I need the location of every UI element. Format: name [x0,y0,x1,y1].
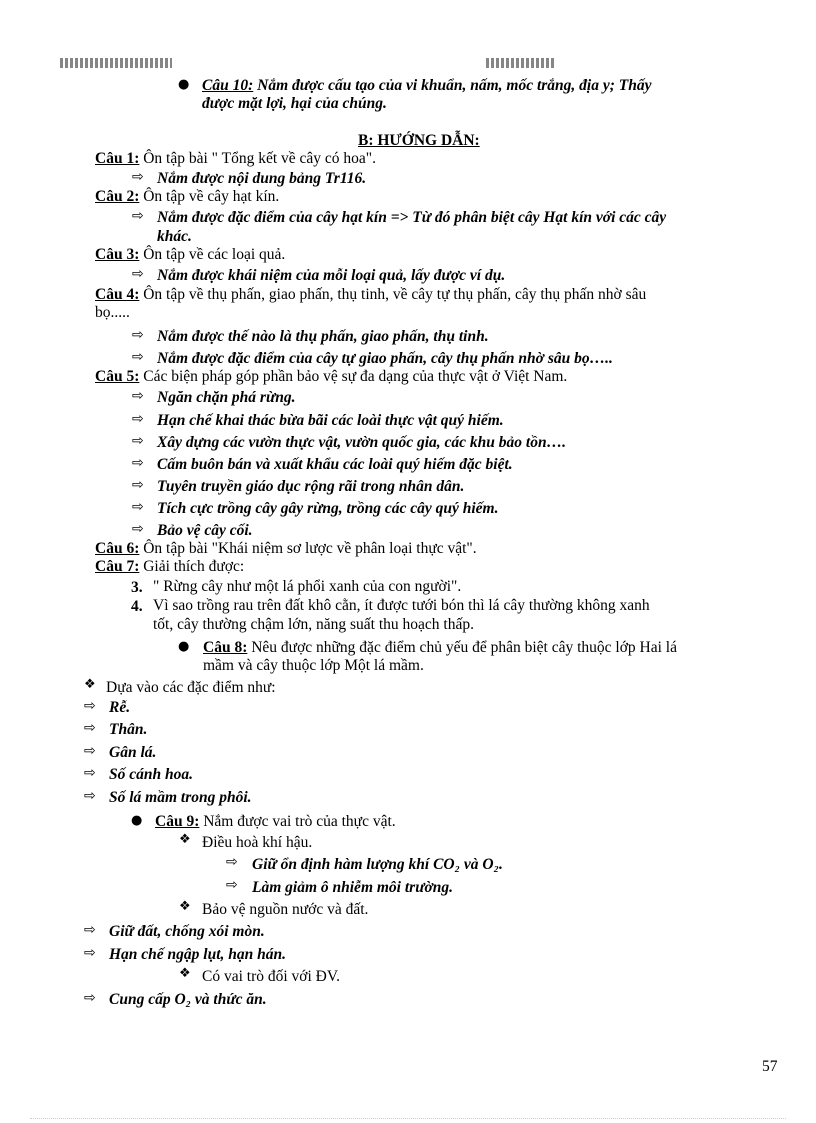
q6-line [95,540,477,558]
arrow-right-icon: ⇨ [132,266,144,282]
arrow-right-icon: ⇨ [132,327,144,343]
q7-number-3: 3. [131,579,143,596]
q9-climate-item-2: Làm giảm ô nhiễm môi trường. [252,879,454,896]
q2-sub-2: khác. [157,228,192,245]
arrow-right-icon: ⇨ [84,765,96,781]
q9-protect-item-2: Hạn chế ngập lụt, hạn hán. [109,946,287,963]
arrow-right-icon: ⇨ [132,208,144,224]
footer-divider [30,1118,786,1119]
q5-sub-5: Tuyên truyền giáo dục rộng rãi trong nhân dân. [157,478,465,495]
header-artifact-left [60,58,172,68]
q9-protect: Bảo vệ nguồn nước và đất. [202,901,369,918]
bullet-icon: ● [131,813,143,828]
q8-item-2: Thân. [109,721,148,738]
q5-sub-1: Ngăn chặn phá rừng. [157,389,296,406]
q8-line-2: mầm và cây thuộc lớp Một lá mầm. [203,657,424,674]
arrow-right-icon: ⇨ [132,388,144,404]
q5-sub-7: Bảo vệ cây cối. [157,522,253,539]
q3-text: Ôn tập về các loại quả. [139,246,286,263]
q5-label: Câu 5: [95,368,140,385]
bullet-icon: ● [178,77,190,92]
q9-animals-item-1: Cung cấp O₂ và thức ăn. [109,991,267,1008]
q1-text: Ôn tập bài " Tổng kết về cây có hoa". [139,150,376,167]
q10-line-1 [202,77,651,95]
diamond-bullet-icon: ❖ [179,832,191,847]
arrow-right-icon: ⇨ [132,411,144,427]
q10-line-2: được mặt lợi, hại của chúng. [202,95,387,112]
q8-item-1: Rễ. [109,699,131,716]
q8-line-1 [203,639,677,657]
q9-animals: Có vai trò đối với ĐV. [202,968,340,985]
section-heading: B: HƯỚNG DẪN: [358,132,480,149]
q4-line-1 [95,286,646,304]
arrow-right-icon: ⇨ [132,169,144,185]
diamond-bullet-icon: ❖ [84,677,96,692]
q4-label: Câu 4: [95,286,140,303]
q9-text: Nắm được vai trò của thực vật. [199,813,396,830]
arrow-right-icon: ⇨ [132,433,144,449]
arrow-right-icon: ⇨ [226,877,238,893]
q9-climate-item-1: Giữ ổn định hàm lượng khí CO₂ và O₂. [252,856,503,873]
q6-text: Ôn tập bài "Khái niệm sơ lược về phân loại thực vật". [139,540,477,557]
bullet-icon: ● [178,639,190,654]
q10-text-1: Nắm được cấu tạo của vi khuẩn, nấm, mốc trắng, địa y; Thấy [253,77,652,94]
q3-line [95,246,285,264]
header-artifact-right [486,58,556,68]
page-number: 57 [762,1058,778,1075]
q4-sub-1: Nắm được thế nào là thụ phấn, giao phấn, thụ tinh. [157,328,489,345]
q9-line [155,813,396,831]
q5-line [95,368,567,386]
arrow-right-icon: ⇨ [132,349,144,365]
q7-line [95,558,244,576]
q8-intro: Dựa vào các đặc điểm như: [106,679,276,696]
arrow-right-icon: ⇨ [84,698,96,714]
q5-sub-4: Cấm buôn bán và xuất khẩu các loài quý hiếm đặc biệt. [157,456,513,473]
q7-item-4-line-1: Vì sao trồng rau trên đất khô cằn, ít được tưới bón thì lá cây thường không xanh [153,597,650,614]
q1-label: Câu 1: [95,150,140,167]
q1-line [95,150,376,168]
q9-climate: Điều hoà khí hậu. [202,834,313,851]
q7-item-4-line-2: tốt, cây thường chậm lớn, năng suất thu hoạch thấp. [153,616,474,633]
q2-line [95,188,279,206]
arrow-right-icon: ⇨ [132,521,144,537]
arrow-right-icon: ⇨ [132,455,144,471]
arrow-right-icon: ⇨ [84,945,96,961]
q3-sub: Nắm được khái niệm của mỗi loại quả, lấy được ví dụ. [157,267,506,284]
q5-sub-6: Tích cực trồng cây gây rừng, trồng các cây quý hiếm. [157,500,499,517]
arrow-right-icon: ⇨ [84,743,96,759]
q8-item-5: Số lá mầm trong phôi. [109,789,252,806]
arrow-right-icon: ⇨ [132,499,144,515]
q6-label: Câu 6: [95,540,140,557]
arrow-right-icon: ⇨ [84,990,96,1006]
q5-sub-2: Hạn chế khai thác bừa bãi các loài thực vật quý hiếm. [157,412,504,429]
q2-text: Ôn tập về cây hạt kín. [139,188,280,205]
q2-label: Câu 2: [95,188,140,205]
q9-protect-item-1: Giữ đất, chống xói mòn. [109,923,265,940]
q4-sub-2: Nắm được đặc điểm của cây tự giao phấn, cây thụ phấn nhờ sâu bọ….. [157,350,613,367]
q8-text-1: Nêu được những đặc điểm chủ yếu để phân biệt cây thuộc lớp Hai lá [247,639,677,656]
q10-label: Câu 10: [202,77,254,94]
diamond-bullet-icon: ❖ [179,899,191,914]
q2-sub-1: Nắm được đặc điểm của cây hạt kín => Từ đó phân biệt cây Hạt kín với các cây [157,209,667,226]
q1-sub: Nắm được nội dung bảng Tr116. [157,170,367,187]
q7-label: Câu 7: [95,558,140,575]
q5-sub-3: Xây dựng các vườn thực vật, vườn quốc gia, các khu bảo tồn…. [157,434,566,451]
q3-label: Câu 3: [95,246,140,263]
q4-line-2: bọ..... [95,304,130,321]
arrow-right-icon: ⇨ [84,922,96,938]
q5-text: Các biện pháp góp phần bảo vệ sự đa dạng của thực vật ở Việt Nam. [139,368,568,385]
q4-text-1: Ôn tập về thụ phấn, giao phấn, thụ tinh, về cây tự thụ phấn, cây thụ phấn nhờ sâu [139,286,647,303]
arrow-right-icon: ⇨ [84,788,96,804]
q9-label: Câu 9: [155,813,200,830]
arrow-right-icon: ⇨ [226,854,238,870]
arrow-right-icon: ⇨ [84,720,96,736]
diamond-bullet-icon: ❖ [179,966,191,981]
arrow-right-icon: ⇨ [132,477,144,493]
q8-label: Câu 8: [203,639,248,656]
q8-item-3: Gân lá. [109,744,157,761]
q7-number-4: 4. [131,598,143,615]
q8-item-4: Số cánh hoa. [109,766,193,783]
q7-text: Giải thích được: [139,558,245,575]
q7-item-3: " Rừng cây như một lá phổi xanh của con người". [153,578,462,595]
